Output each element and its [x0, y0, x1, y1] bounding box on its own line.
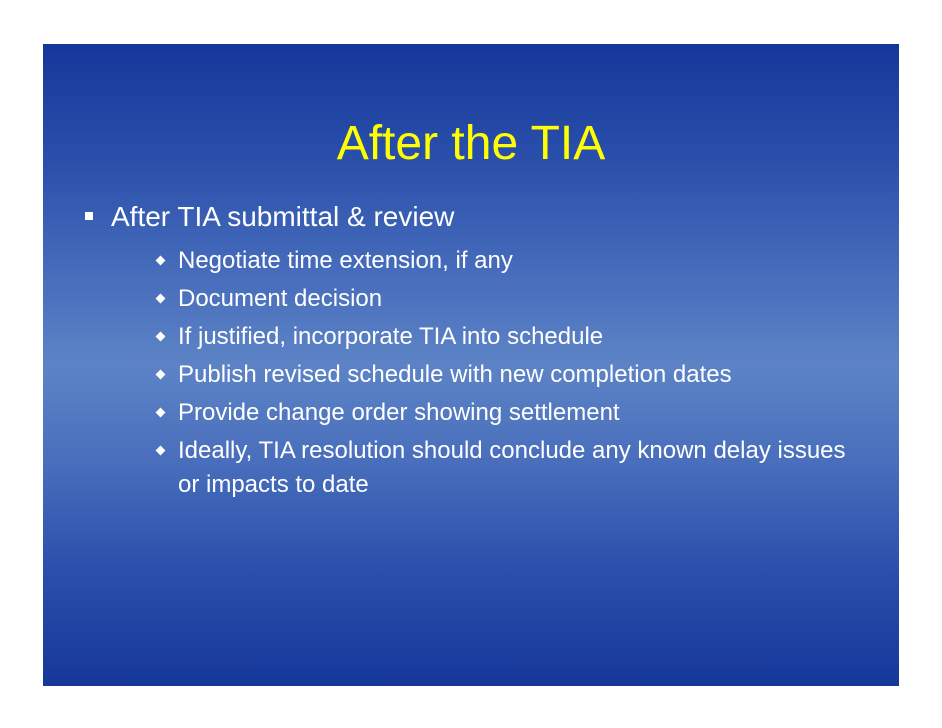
sub-bullet-text: Provide change order showing settlement	[178, 399, 620, 426]
sub-bullet-item	[178, 434, 858, 502]
square-bullet-icon	[85, 212, 93, 220]
sub-bullet-item	[178, 244, 858, 278]
diamond-bullet-icon	[156, 256, 166, 266]
sub-bullet-item	[178, 320, 858, 354]
sub-bullet-text: Ideally, TIA resolution should conclude any known delay issues or impacts to date	[178, 437, 846, 498]
sub-bullet-text: If justified, incorporate TIA into schedule	[178, 323, 604, 350]
diamond-bullet-icon	[156, 408, 166, 418]
sub-bullet-item	[178, 396, 858, 430]
sub-bullet-list	[178, 244, 858, 506]
slide	[43, 44, 899, 686]
slide-title: After the TIA	[336, 117, 606, 170]
diamond-bullet-icon	[156, 294, 166, 304]
sub-bullet-text: Publish revised schedule with new completion dates	[178, 361, 732, 388]
diamond-bullet-icon	[156, 370, 166, 380]
sub-bullet-text: Document decision	[178, 285, 383, 312]
sub-bullet-text: Negotiate time extension, if any	[178, 247, 513, 274]
sub-bullet-item	[178, 282, 858, 316]
diamond-bullet-icon	[156, 332, 166, 342]
sub-bullet-item	[178, 358, 858, 392]
diamond-bullet-icon	[156, 446, 166, 456]
main-bullet-text: After TIA submittal & review	[111, 201, 455, 232]
main-bullet	[111, 200, 871, 234]
